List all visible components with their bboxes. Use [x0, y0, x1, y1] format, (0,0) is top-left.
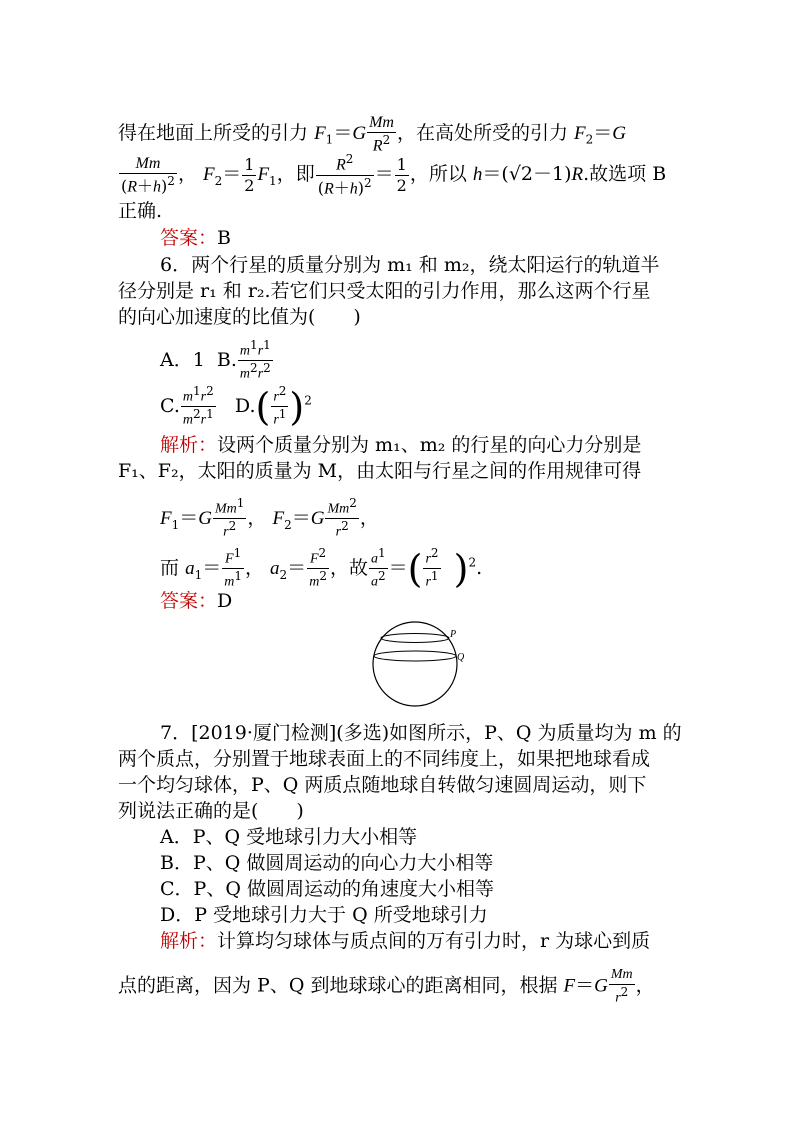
q6-line-1: 6．两个行星的质量分别为 m₁ 和 m₂，绕太阳运行的轨道半	[160, 254, 660, 276]
q7-line-1: 7．[2019·厦门检测](多选)如图所示，P、Q 为质量均为 m 的	[160, 722, 682, 744]
q7-line-4: 列说法正确的是( )	[118, 800, 304, 822]
q6-line-3: 的向心加速度的比值为( )	[118, 306, 361, 328]
label-q: Q	[457, 652, 465, 663]
q6-answer: 答案：D	[160, 590, 233, 612]
q6-formula-a: 而 $a_1=$ $\frac{F^1}{m^1}$ ， $a_2=$ $\frac{F^2}{m^2}$ ，故 $\frac{a^1}{a^2}$ ＝( $\frac{r^2}{r^1}$ )$^2$.	[160, 546, 483, 591]
q6-options-ab: A．1 B. $\frac{m^1r^1}{m^2r^2}$	[160, 338, 271, 383]
q7-option-b: B．P、Q 做圆周运动的向心力大小相等	[160, 852, 494, 874]
q7-option-d: D．P 受地球引力大于 Q 所受地球引力	[160, 904, 488, 926]
prev-line-2: $\frac{Mm}{(R+h)^2}$ ， $F_2=$ $\frac{1}{2}$ $F_1$，即 $\frac{R^2}{(R+h)^2}$ ＝ $\frac{1}{2}$ ，所以 h＝(√2－1)R.故选项 B	[121, 152, 667, 197]
earth-figure	[360, 618, 480, 714]
prev-line-3: 正确.	[118, 200, 163, 222]
prev-answer: 答案：B	[160, 227, 231, 249]
q7-line-3: 一个均匀球体，P、Q 两质点随地球自转做匀速圆周运动，则下	[118, 774, 647, 796]
q7-line-2: 两个质点，分别置于地球表面上的不同纬度上，如果把地球看成	[118, 748, 651, 770]
q7-analysis-1: 解析：计算均匀球体与质点间的万有引力时，r 为球心到质	[160, 930, 651, 952]
q6-options-cd: C. $\frac{m^1r^2}{m^2r^1}$ D.( $\frac{r^2}{r^1}$ )$^2$	[160, 384, 312, 429]
q6-formula-f: $F_1=G$ $\frac{Mm^1}{r^2}$ ， $F_2=G$ $\frac{Mm^2}{r^2}$ ，	[160, 496, 379, 541]
label-p: P	[450, 629, 457, 640]
prev-line-1: 得在地面上所受的引力 $F_1=G$ $\frac{Mm}{R^2}$ ，在高处所受的引力 $F_2=G$	[118, 114, 627, 155]
q6-analysis-2: F₁、F₂，太阳的质量为 M，由太阳与行星之间的作用规律可得	[118, 460, 642, 482]
q7-analysis-2: 点的距离，因为 P、Q 到地球球心的距离相同，根据 F＝G $\frac{Mm}{r^2}$ ，	[118, 967, 655, 1006]
latitude-p	[381, 634, 449, 643]
q6-analysis-1: 解析：设两个质量分别为 m₁、m₂ 的行星的向心力分别是	[160, 434, 642, 456]
q7-option-a: A．P、Q 受地球引力大小相等	[160, 826, 418, 848]
earth-circle	[373, 622, 457, 706]
q7-option-c: C．P、Q 做圆周运动的角速度大小相等	[160, 878, 494, 900]
q6-line-2: 径分别是 r₁ 和 r₂.若它们只受太阳的引力作用，那么这两个行星	[118, 280, 651, 302]
latitude-q	[374, 651, 456, 661]
formula-mm-r2: $\frac{Mm}{R^2}$	[369, 114, 394, 155]
